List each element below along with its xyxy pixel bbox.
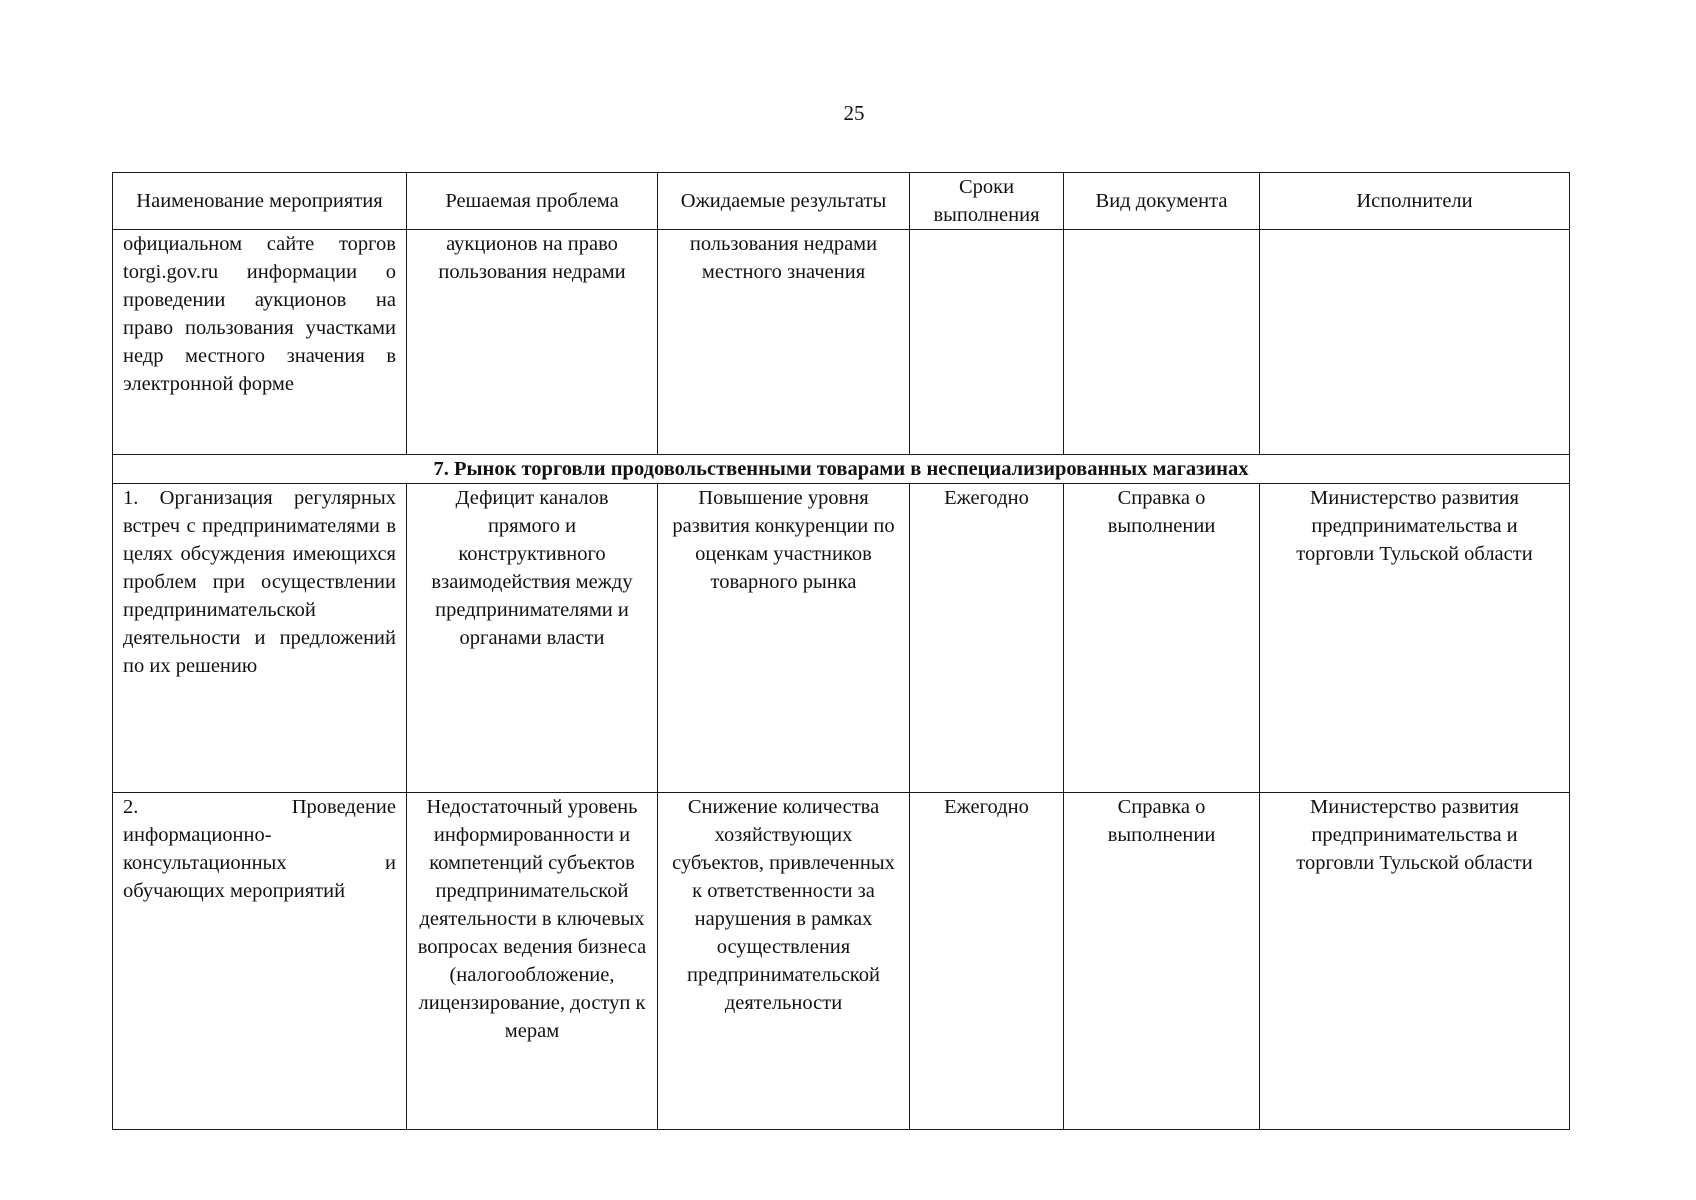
cell-executors: Министерство развития предпринимательства и торговли Тульской области (1260, 484, 1570, 793)
cell-expected-results: пользования недрами местного значения (658, 230, 910, 455)
cell-expected-results: Повышение уровня развития конкуренции по оценкам участников товарного рынка (658, 484, 910, 793)
header-activity-name: Наименование мероприятия (113, 173, 407, 230)
header-deadlines: Сроки выполнения (910, 173, 1064, 230)
header-expected-results: Ожидаемые результаты (658, 173, 910, 230)
cell-expected-results: Снижение количества хозяйствующих субъектов, привлеченных к ответственности за нарушения в рамках осуществления предпринимательской деятельности (658, 793, 910, 1130)
activities-table (112, 172, 1570, 1130)
table-row (113, 230, 1570, 455)
section-row (113, 455, 1570, 484)
cell-problem: Недостаточный уровень информированности и компетенций субъектов предпринимательской деятельности в ключевых вопросах ведения бизнеса (налогообложение, лицензирование, доступ к мерам (407, 793, 658, 1130)
header-problem: Решаемая проблема (407, 173, 658, 230)
cell-activity-name: 2. Проведение информационно-консультационных и обучающих мероприятий (113, 793, 407, 1130)
section-title: 7. Рынок торговли продовольственными товарами в неспециализированных магазинах (113, 455, 1570, 484)
table-row (113, 484, 1570, 793)
cell-activity-name: официальном сайте торгов torgi.gov.ru информации о проведении аукционов на право пользования участками недр местного значения в электронной форме (113, 230, 407, 455)
cell-deadlines (910, 230, 1064, 455)
cell-document-type: Справка о выполнении (1064, 793, 1260, 1130)
cell-deadlines: Ежегодно (910, 484, 1064, 793)
cell-executors (1260, 230, 1570, 455)
table-row (113, 793, 1570, 1130)
cell-executors: Министерство развития предпринимательства и торговли Тульской области (1260, 793, 1570, 1130)
cell-document-type: Справка о выполнении (1064, 484, 1260, 793)
header-document-type: Вид документа (1064, 173, 1260, 230)
header-executors: Исполнители (1260, 173, 1570, 230)
cell-problem: Дефицит каналов прямого и конструктивного взаимодействия между предпринимателями и органами власти (407, 484, 658, 793)
cell-problem: аукционов на право пользования недрами (407, 230, 658, 455)
page-number: 25 (843, 101, 865, 125)
cell-deadlines: Ежегодно (910, 793, 1064, 1130)
table-header-row (113, 173, 1570, 230)
cell-document-type (1064, 230, 1260, 455)
cell-activity-name: 1. Организация регулярных встреч с предпринимателями в целях обсуждения имеющихся проблем при осуществлении предпринимательской деятельности и предложений по их решению (113, 484, 407, 793)
